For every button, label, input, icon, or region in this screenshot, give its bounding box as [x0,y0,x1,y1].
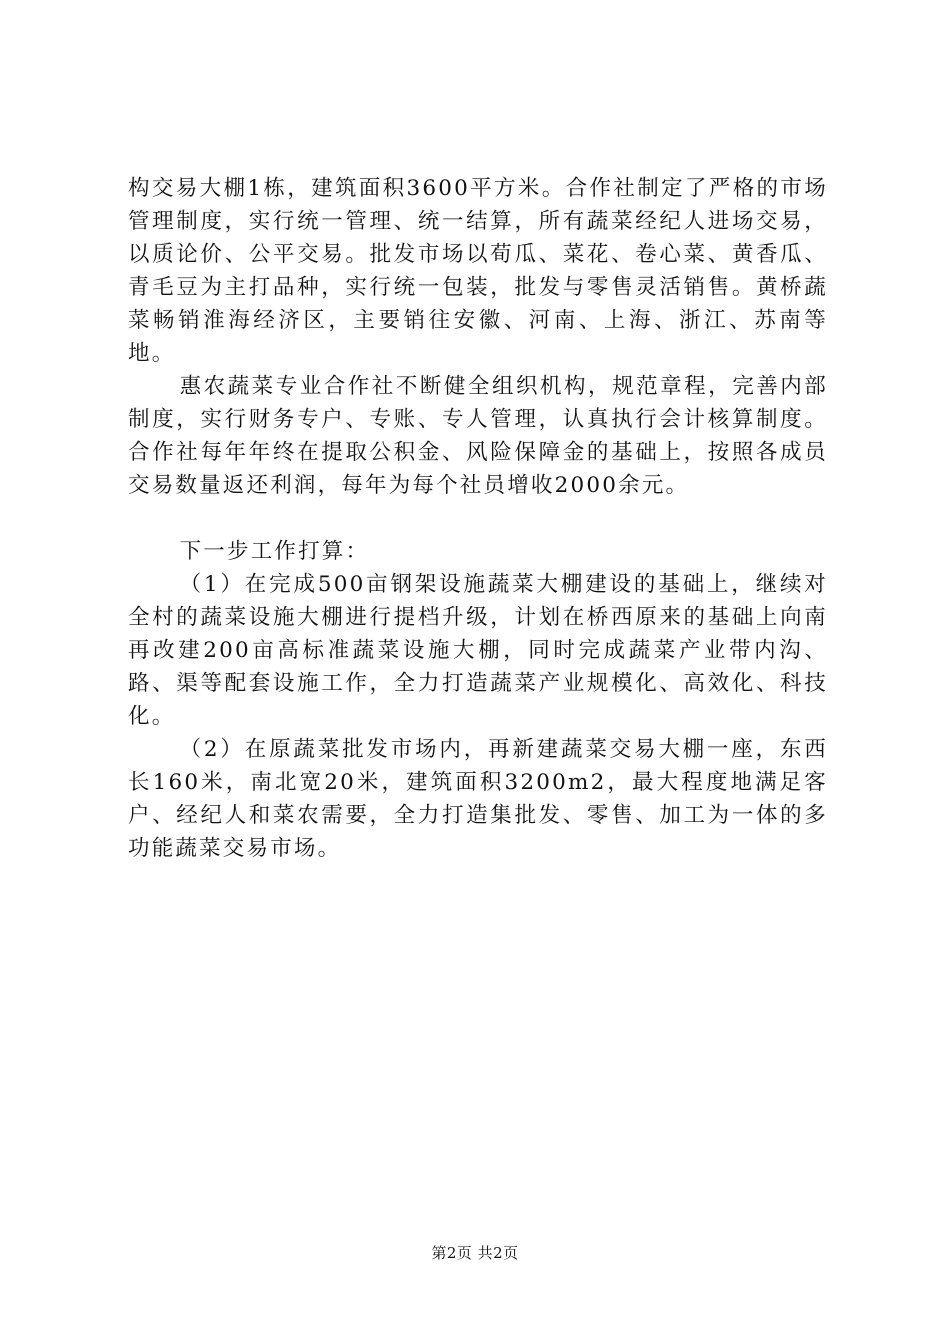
document-body [128,172,828,865]
page-number-label: 第2页 共2页 [431,1244,519,1262]
paragraph-plan-item-2: （2）在原蔬菜批发市场内，再新建蔬菜交易大棚一座，东西长160米，南北宽20米，建筑面积3200m2，最大程度地满足客户、经纪人和菜农需要，全力打造集批发、零售、加工为一体的多功能蔬菜交易市场。 [128,737,828,861]
page-footer [0,1243,950,1263]
section-heading-next-steps: 下一步工作打算： [179,539,370,564]
paragraph-plan-item-1: （1）在完成500亩钢架设施蔬菜大棚建设的基础上，继续对全村的蔬菜设施大棚进行提档升级，计划在桥西原来的基础上向南再改建200亩高标准蔬菜设施大棚，同时完成蔬菜产业带内沟、路、渠等配套设施工作，全力打造蔬菜产业规模化、高效化、科技化。 [128,572,828,729]
paragraph-market-overview: 构交易大棚1栋，建筑面积3600平方米。合作社制定了严格的市场管理制度，实行统一管理、统一结算，所有蔬菜经纪人进场交易，以质论价、公平交易。批发市场以荀瓜、菜花、卷心菜、黄香瓜、青毛豆为主打品种，实行统一包装，批发与零售灵活销售。黄桥蔬菜畅销淮海经济区，主要销往安徽、河南、上海、浙江、苏南等地。 [128,176,828,366]
paragraph-cooperative-management: 惠农蔬菜专业合作社不断健全组织机构，规范章程，完善内部制度，实行财务专户、专账、专人管理，认真执行会计核算制度。合作社每年年终在提取公积金、风险保障金的基础上，按照各成员交易数量返还利润，每年为每个社员增收2000余元。 [128,374,828,498]
